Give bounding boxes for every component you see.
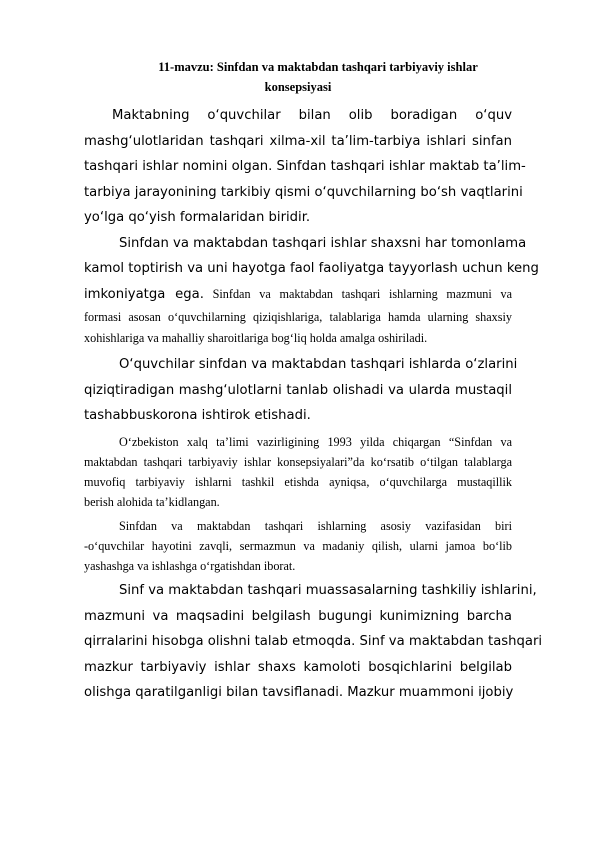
document-title-line-2: konsepsiyasi xyxy=(264,80,332,94)
paragraph-line: xohishlariga va mahalliy sharoitlariga bog‘liq holda amalga oshiriladi. xyxy=(84,331,428,345)
paragraph-line-mixed xyxy=(84,282,512,308)
paragraph-line: mazkur tarbiyaviy ishlar shaxs kamoloti bosqichlarini belgilab xyxy=(84,660,512,675)
paragraph-line: kamol toptirish va uni hayotga faol faoliyatga tayyorlash uchun keng xyxy=(84,261,539,276)
paragraph-line: maktabdan tashqari tarbiyaviy ishlar konsepsiyalari”da ko‘rsatib o‘tilgan talablarga xyxy=(84,455,512,469)
paragraph-line: qiziqtiradigan mashg‘ulotlarni tanlab olishadi va ularda mustaqil xyxy=(84,383,512,398)
paragraph-line: berish alohida ta’kidlangan. xyxy=(84,495,220,509)
paragraph-line: olishga qaratilganligi bilan tavsiflanadi. Mazkur muammoni ijobiy xyxy=(84,685,514,700)
paragraph-line: tarbiya jarayonining tarkibiy qismi o‘quvchilarning bo‘sh vaqtlarini xyxy=(84,185,523,200)
paragraph-line: muvofiq tarbiyaviy ishlarni tashkil etishda ayniqsa, o‘quvchilarga mustaqillik xyxy=(84,475,512,489)
paragraph-line: Maktabning o‘quvchilar bilan olib boradigan o‘quv xyxy=(112,108,512,123)
paragraph-line: yashashga va ishlashga o‘rgatishdan iborat. xyxy=(84,559,296,573)
paragraph-line: yo‘lga qo‘yish formalaridan biridir. xyxy=(84,210,311,225)
paragraph-line: qirralarini hisobga olishni talab etmoqda. Sinf va maktabdan tashqari xyxy=(84,634,543,649)
paragraph-line: Sinfdan va maktabdan tashqari ishlar shaxsni har tomonlama xyxy=(119,236,527,251)
paragraph-line: tashqari ishlar nomini olgan. Sinfdan tashqari ishlar maktab ta’lim- xyxy=(84,159,526,174)
paragraph-line: Sinf va maktabdan tashqari muassasalarning tashkiliy ishlarini, xyxy=(119,583,537,598)
paragraph-line: Sinfdan va maktabdan tashqari ishlarning asosiy vazifasidan biri xyxy=(119,519,512,533)
paragraph-line: mazmuni va maqsadini belgilash bugungi kunimizning barcha xyxy=(84,609,512,624)
paragraph-line: O‘quvchilar sinfdan va maktabdan tashqari ishlarda o‘zlarini xyxy=(119,357,518,372)
paragraph-line: O‘zbekiston xalq ta’limi vazirligining 1993 yilda chiqargan “Sinfdan va xyxy=(119,435,512,449)
mixed-sans-segment: imkoniyatga ega. xyxy=(84,287,204,302)
paragraph-line: mashg‘ulotlaridan tashqari xilma-xil ta’lim-tarbiya ishlari sinfan xyxy=(84,134,512,149)
paragraph-line: tashabbuskorona ishtirok etishadi. xyxy=(84,408,311,423)
document-title-line-1: 11-mavzu: Sinfdan va maktabdan tashqari tarbiyaviy ishlar xyxy=(158,60,478,74)
paragraph-line: formasi asosan o‘quvchilarning qiziqishlariga, talablariga hamda ularning shaxsiy xyxy=(84,310,512,324)
mixed-serif-segment: Sinfdan va maktabdan tashqari ishlarning mazmuni va xyxy=(203,287,512,301)
paragraph-line: -o‘quvchilar hayotini zavqli, sermazmun va madaniy qilish, ularni jamoa bo‘lib xyxy=(84,539,512,553)
